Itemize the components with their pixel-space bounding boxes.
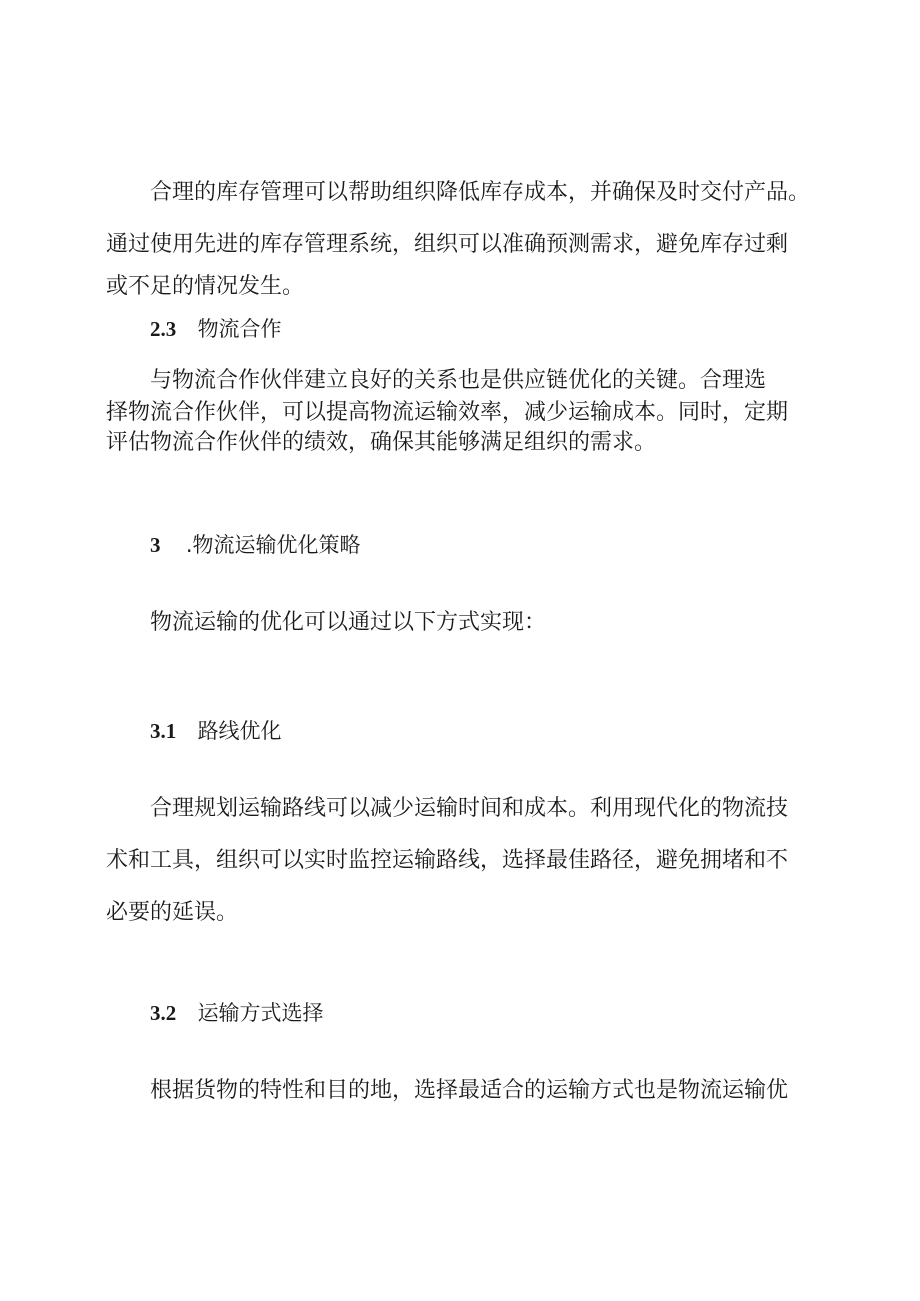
paragraph-line: 通过使用先进的库存管理系统，组织可以准确预测需求，避免库存过剩 [106, 232, 789, 257]
section-title: 路线优化 [197, 719, 282, 743]
paragraph-line: 评估物流合作伙伴的绩效，确保其能够满足组织的需求。 [106, 430, 657, 455]
paragraph-line: 与物流合作伙伴建立良好的关系也是供应链优化的关键。合理选 [150, 368, 767, 393]
section-number: 2.3 [150, 317, 177, 341]
paragraph-line: 术和工具，组织可以实时监控运输路线，选择最佳路径，避免拥堵和不 [106, 848, 789, 873]
paragraph-line: 择物流合作伙伴，可以提高物流运输效率，减少运输成本。同时，定期 [106, 400, 789, 425]
section-heading-2-3 [150, 314, 282, 344]
paragraph-line: 根据货物的特性和目的地，选择最适合的运输方式也是物流运输优 [150, 1078, 789, 1103]
paragraph-line: 必要的延误。 [106, 900, 239, 925]
section-title: 运输方式选择 [197, 1001, 324, 1025]
section-title: .物流运输优化策略 [185, 533, 361, 557]
section-heading-3 [150, 530, 361, 560]
paragraph-line: 合理的库存管理可以帮助组织降低库存成本，并确保及时交付产品。 [150, 180, 811, 205]
section-number: 3 [150, 533, 161, 557]
paragraph-line: 合理规划运输路线可以减少运输时间和成本。利用现代化的物流技 [150, 796, 789, 821]
intro-line: 物流运输的优化可以通过以下方式实现： [150, 610, 547, 635]
section-heading-3-1 [150, 716, 282, 746]
section-number: 3.2 [150, 1001, 177, 1025]
section-number: 3.1 [150, 719, 177, 743]
paragraph-line: 或不足的情况发生。 [106, 274, 305, 299]
section-title: 物流合作 [197, 317, 282, 341]
section-heading-3-2 [150, 998, 324, 1028]
